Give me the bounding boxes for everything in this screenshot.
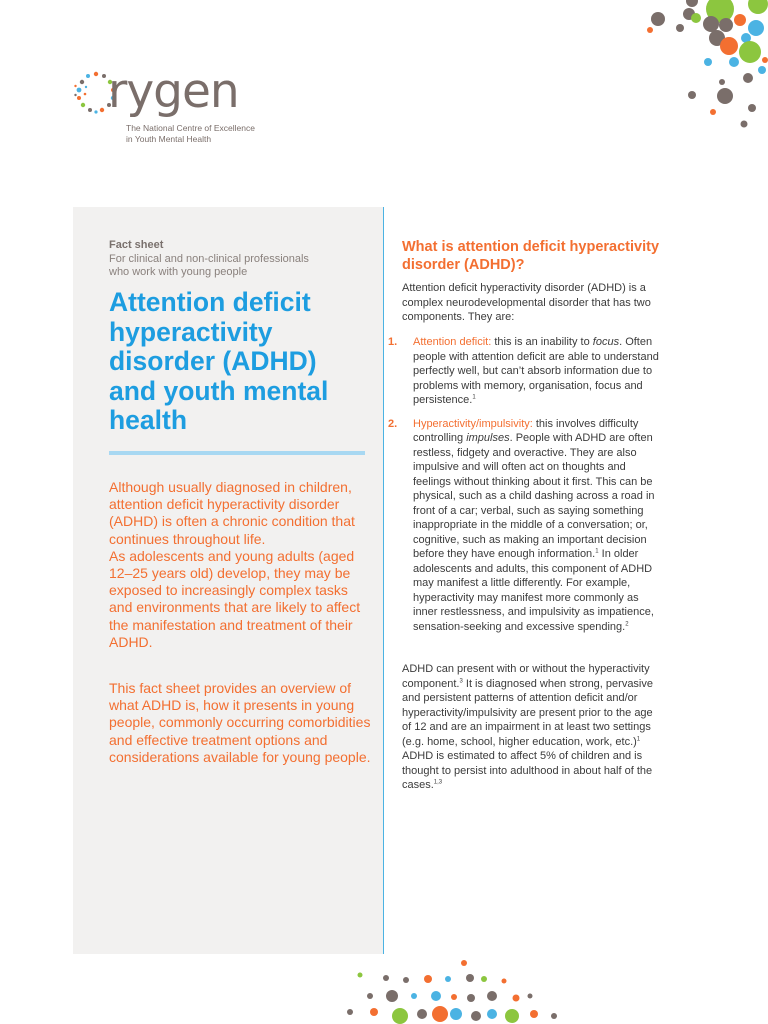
intro-paragraph-1: Although usually diagnosed in children, attention deficit hyperactivity disorder (ADHD) is often a chronic condition that continues throughout life.	[109, 479, 355, 547]
list-text: In older adolescents and adults, this component of ADHD may manifest a little differently. For example, hyperactivity may manifest more commonly as inner restlessness, and impulsivity as impatience, sensation-seeking and excessive spending.	[413, 548, 654, 633]
list-lead: Attention deficit:	[413, 336, 492, 348]
audience-line-2: who work with young people	[109, 266, 248, 278]
citation: 2	[625, 620, 629, 627]
logo-wordmark-text: rygen	[108, 64, 239, 119]
sidebar-divider	[383, 207, 384, 954]
list-lead: Hyperactivity/impulsivity:	[413, 417, 533, 430]
intro-paragraph-3: This fact sheet provides an overview of what ADHD is, how it presents in young people, commonly occurring comorbidities and effective treatment options and considerations available for young people.	[109, 680, 371, 765]
body-paragraph-1: Attention deficit hyperactivity disorder (ADHD) is a complex neurodevelopmental disorder that has two components. They are:	[402, 282, 651, 323]
fact-sheet-kicker	[109, 239, 359, 280]
list-text: this involves difficulty controlling	[413, 417, 639, 444]
list-text: . Often people with attention deficit are able to understand perfectly well, but can’t absorb information due to problems with memory, organisation, focus and persistence.	[413, 336, 659, 406]
list-item	[388, 417, 660, 635]
tagline-line-1: The National Centre of Excellence	[126, 123, 255, 133]
citation: 1	[636, 735, 641, 742]
list-number: 2.	[388, 417, 398, 430]
dot-cluster-icon	[568, 0, 768, 140]
citation: 1	[472, 394, 476, 401]
title-underline	[109, 451, 365, 455]
components-list	[388, 335, 660, 634]
section-heading: What is attention deficit hyperactivity disorder (ADHD)?	[402, 239, 660, 273]
list-emphasis: impulses	[466, 432, 510, 444]
fact-sheet-label: Fact sheet	[109, 239, 164, 251]
logo-wordmark	[74, 66, 239, 118]
body-paragraph-2	[402, 662, 662, 793]
list-emphasis: focus	[592, 336, 620, 348]
tagline-line-2: in Youth Mental Health	[126, 134, 212, 144]
body-text: It is diagnosed when strong, pervasive and persistent patterns of attention deficit and/or hyperactivity/impulsivity are present prior to the age of 12 and are an impairment in at least two settings (e.g. home, school, higher education, work, etc.)	[402, 677, 653, 748]
logo-tagline	[126, 123, 326, 145]
citation: 1,3	[433, 779, 443, 786]
dot-cluster-icon	[330, 950, 580, 1024]
intro-paragraph-2: As adolescents and young adults (aged 12–25 years old) develop, they may be exposed to increasingly complex tasks and environments that are likely to affect the manifestation and treatment of their ADHD.	[109, 547, 361, 650]
audience-line-1: For clinical and non-clinical professionals	[109, 252, 309, 265]
intro-text	[109, 479, 371, 651]
body-text: ADHD can present with or without the hyperactivity component.	[402, 663, 650, 690]
list-item	[388, 335, 660, 408]
body-text: ADHD is estimated to affect 5% of children and is thought to persist into adulthood in about half of the cases.	[402, 750, 653, 791]
citation: 1	[595, 548, 599, 555]
page-title: Attention deficit hyperactivity disorder (ADHD) and youth mental health	[109, 287, 329, 435]
list-text: this is an inability to	[491, 336, 593, 348]
list-text: . People with ADHD are often restless, fidgety and overactive. They are also impulsive and will often act on thoughts and feelings without thinking about it first. This can be physical, such as a child dashing across a road in front of a car; verbal, such as saying something inappropriate in the middle of a conversation; or, cognitive, such as making an important decision before they have enough information.	[413, 432, 655, 560]
citation: 3	[459, 677, 463, 684]
list-number: 1.	[388, 336, 398, 348]
